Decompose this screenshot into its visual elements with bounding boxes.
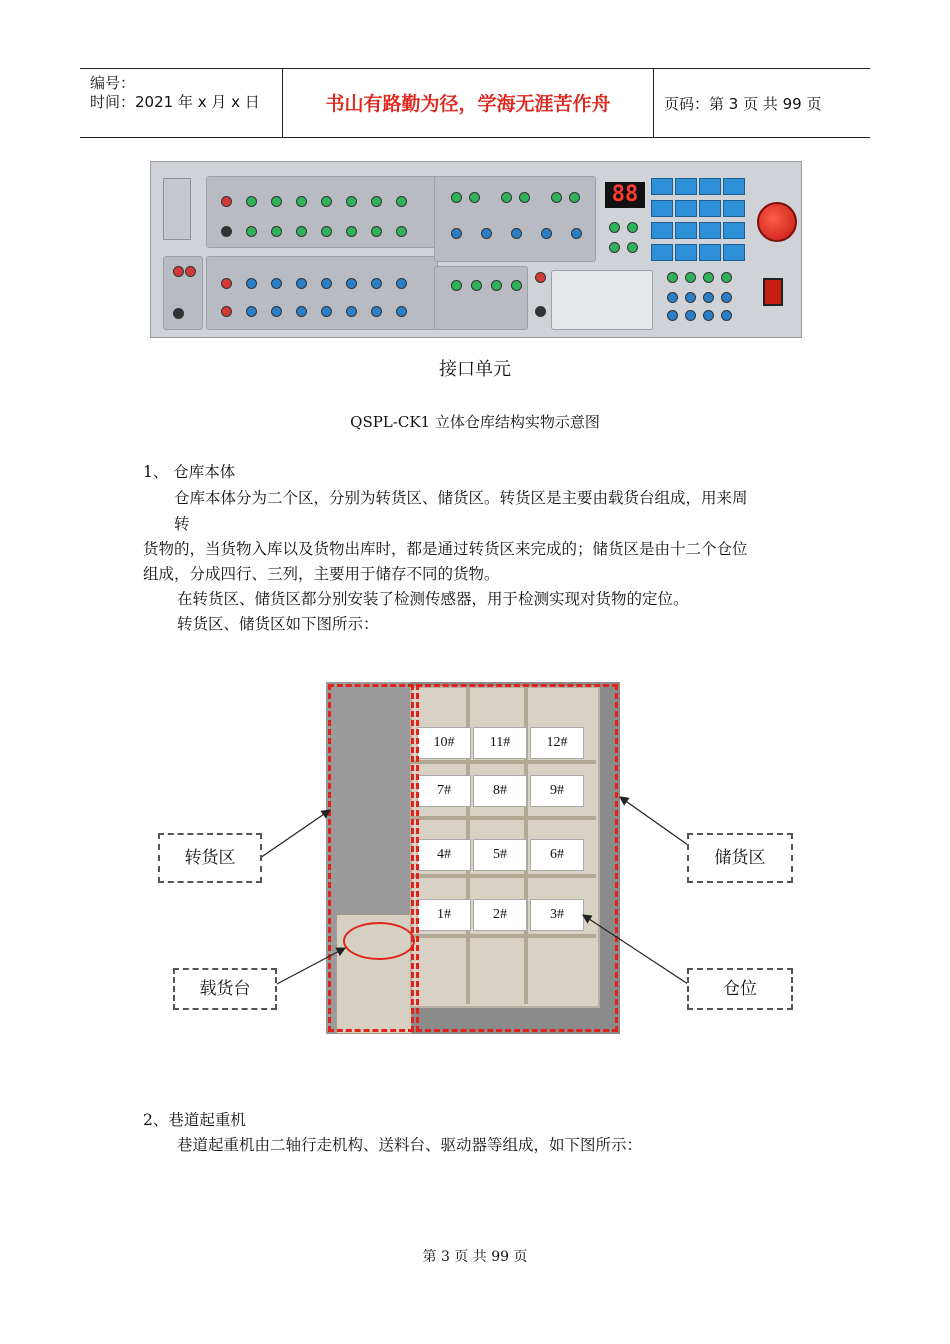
label-storage-zone: 储货区	[687, 833, 793, 883]
figure-title: QSPL-CK1 立体仓库结构实物示意图	[350, 413, 600, 431]
jack	[471, 280, 482, 291]
jack	[396, 278, 407, 289]
power-switch-icon	[763, 278, 783, 306]
keypad-key	[675, 222, 697, 239]
label-slot: 仓位	[687, 968, 793, 1010]
jack	[221, 278, 232, 289]
jack	[246, 306, 257, 317]
jack	[703, 292, 714, 303]
jack	[519, 192, 530, 203]
seven-segment-display: 88	[605, 182, 645, 208]
jack	[321, 196, 332, 207]
jack	[451, 228, 462, 239]
keypad-key	[699, 178, 721, 195]
code-label: 编号：	[90, 74, 136, 92]
keypad-key	[651, 178, 673, 195]
section2-heading: 2、巷道起重机	[143, 1111, 246, 1129]
jack	[667, 310, 678, 321]
jack	[371, 196, 382, 207]
page-header	[80, 68, 870, 138]
slot-3: 3#	[530, 899, 584, 931]
slot-1: 1#	[417, 899, 471, 931]
transfer-zone-outline	[328, 684, 414, 1032]
keypad-key	[723, 222, 745, 239]
carrier-highlight-ring	[343, 922, 415, 960]
jack	[321, 278, 332, 289]
slot-10: 10#	[417, 727, 471, 759]
page-info: 页码：第 3 页 共 99 页	[664, 95, 822, 113]
jack	[185, 266, 196, 277]
jack	[535, 272, 546, 283]
page-footer: 第 3 页 共 99 页	[422, 1249, 528, 1265]
slot-11: 11#	[473, 727, 527, 759]
slot-12: 12#	[530, 727, 584, 759]
jack	[396, 306, 407, 317]
jack	[627, 242, 638, 253]
slot-2: 2#	[473, 899, 527, 931]
section1-heading: 1、 仓库本体	[143, 463, 236, 481]
keypad-key	[651, 244, 673, 261]
jack	[346, 306, 357, 317]
paragraph-line: 巷道起重机由二轴行走机构、送料台、驱动器等组成，如下图所示：	[177, 1136, 643, 1154]
jack	[221, 306, 232, 317]
label-carrier: 载货台	[173, 968, 277, 1010]
jack	[511, 280, 522, 291]
jack	[396, 196, 407, 207]
jack	[173, 308, 184, 319]
jack	[685, 272, 696, 283]
jack	[609, 222, 620, 233]
jack	[346, 196, 357, 207]
switch-block	[434, 266, 528, 330]
paragraph-line: 在转货区、储货区都分别安装了检测传感器，用于检测实现对货物的定位。	[177, 590, 689, 608]
slot-7: 7#	[417, 775, 471, 807]
jack	[703, 310, 714, 321]
paragraph-line: 仓库本体分为二个区，分别为转货区、储货区。转货区是主要由载货台组成，用来周	[174, 489, 748, 507]
jack	[667, 292, 678, 303]
paragraph-line: 组成，分成四行、三列，主要用于储存不同的货物。	[143, 565, 500, 583]
jack	[569, 192, 580, 203]
arrow-transfer	[260, 810, 330, 858]
jack	[296, 306, 307, 317]
jack	[221, 226, 232, 237]
motor-block	[434, 176, 596, 262]
jack	[321, 226, 332, 237]
jack	[703, 272, 714, 283]
keypad-key	[675, 244, 697, 261]
keypad-key	[651, 200, 673, 217]
jack	[685, 292, 696, 303]
keypad-key	[699, 200, 721, 217]
jack	[271, 226, 282, 237]
jack	[271, 196, 282, 207]
jack	[246, 196, 257, 207]
jack	[371, 226, 382, 237]
jack	[371, 278, 382, 289]
jack	[346, 278, 357, 289]
jack	[246, 226, 257, 237]
paragraph-line: 转货区、储货区如下图所示：	[177, 615, 379, 633]
keypad-key	[723, 178, 745, 195]
slot-9: 9#	[530, 775, 584, 807]
jack	[246, 278, 257, 289]
slot-4: 4#	[417, 839, 471, 871]
paragraph-line: 货物的，当货物入库以及货物出库时，都是通过转货区来完成的；储货区是由十二个仓位	[143, 540, 748, 558]
jack	[451, 280, 462, 291]
jack	[271, 306, 282, 317]
keypad-key	[651, 222, 673, 239]
header-meta	[80, 69, 283, 137]
jack	[535, 306, 546, 317]
jack	[321, 306, 332, 317]
brand-plate	[163, 178, 191, 240]
plc-input-block	[206, 256, 438, 330]
jack	[173, 266, 184, 277]
label-transfer-zone: 转货区	[158, 833, 262, 883]
jack	[609, 242, 620, 253]
jack	[721, 272, 732, 283]
jack	[346, 226, 357, 237]
keypad-key	[699, 244, 721, 261]
power-block	[163, 256, 203, 330]
slot-8: 8#	[473, 775, 527, 807]
wiring-table	[551, 270, 653, 330]
keypad-key	[675, 178, 697, 195]
figure1-caption: 接口单元	[439, 359, 511, 380]
jack	[551, 192, 562, 203]
jack	[451, 192, 462, 203]
jack	[481, 228, 492, 239]
jack	[685, 310, 696, 321]
arrow-storage	[620, 797, 688, 845]
jack	[296, 196, 307, 207]
keypad-key	[699, 222, 721, 239]
storage-zone-outline	[416, 684, 618, 1032]
jack	[721, 310, 732, 321]
keypad-key	[675, 200, 697, 217]
jack	[627, 222, 638, 233]
jack	[721, 292, 732, 303]
jack	[541, 228, 552, 239]
motto: 书山有路勤为径，学海无涯苦作舟	[283, 69, 654, 137]
jack	[491, 280, 502, 291]
slot-6: 6#	[530, 839, 584, 871]
jack	[571, 228, 582, 239]
plc-output-block	[206, 176, 438, 248]
emergency-stop-icon	[757, 202, 797, 242]
jack	[271, 278, 282, 289]
jack	[501, 192, 512, 203]
jack	[371, 306, 382, 317]
time-label: 时间：2021 年 x 月 x 日	[90, 93, 260, 111]
slot-5: 5#	[473, 839, 527, 871]
jack	[667, 272, 678, 283]
jack	[296, 278, 307, 289]
paragraph-line: 转	[174, 515, 190, 533]
jack	[296, 226, 307, 237]
keypad-key	[723, 244, 745, 261]
jack	[511, 228, 522, 239]
jack	[469, 192, 480, 203]
keypad-key	[723, 200, 745, 217]
jack	[396, 226, 407, 237]
jack	[221, 196, 232, 207]
interface-unit-photo	[150, 161, 802, 338]
